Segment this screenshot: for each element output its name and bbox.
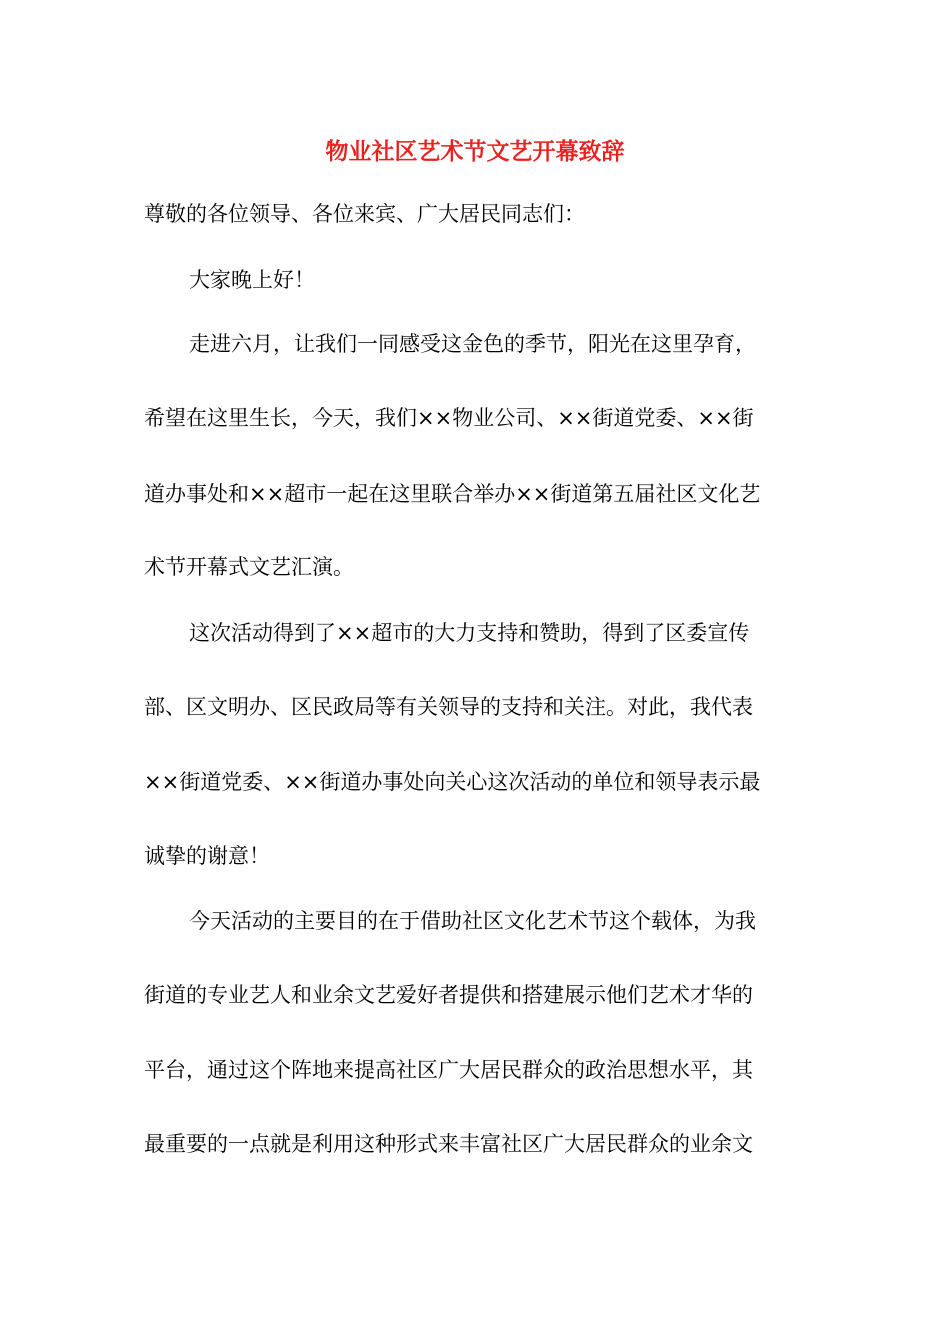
paragraph-2-line-3: ××街道党委、××街道办事处向关心这次活动的单位和领导表示最 [144,770,761,794]
salutation-line: 尊敬的各位领导、各位来宾、广大居民同志们： [144,202,585,226]
document-title: 物业社区艺术节文艺开幕致辞 [325,139,625,165]
paragraph-1-line-4: 术节开幕式文艺汇演。 [144,555,354,579]
paragraph-2-line-1: 这次活动得到了××超市的大力支持和赞助，得到了区委宣传 [189,621,750,645]
paragraph-2-line-4: 诚挚的谢意！ [144,844,270,868]
paragraph-1-line-1: 走进六月，让我们一同感受这金色的季节，阳光在这里孕育， [189,332,756,356]
paragraph-1-line-2: 希望在这里生长，今天，我们××物业公司、××街道党委、××街 [144,406,754,430]
paragraph-3-line-3: 平台，通过这个阵地来提高社区广大居民群众的政治思想水平，其 [144,1058,753,1082]
paragraph-2-line-2: 部、区文明办、区民政局等有关领导的支持和关注。对此，我代表 [144,695,753,719]
paragraph-1-line-3: 道办事处和××超市一起在这里联合举办××街道第五届社区文化艺 [144,482,761,506]
paragraph-3-line-1: 今天活动的主要目的在于借助社区文化艺术节这个载体，为我 [189,909,756,933]
paragraph-3-line-2: 街道的专业艺人和业余文艺爱好者提供和搭建展示他们艺术才华的 [144,983,753,1007]
greeting-line: 大家晚上好！ [189,268,315,292]
paragraph-3-line-4: 最重要的一点就是利用这种形式来丰富社区广大居民群众的业余文 [144,1132,753,1156]
